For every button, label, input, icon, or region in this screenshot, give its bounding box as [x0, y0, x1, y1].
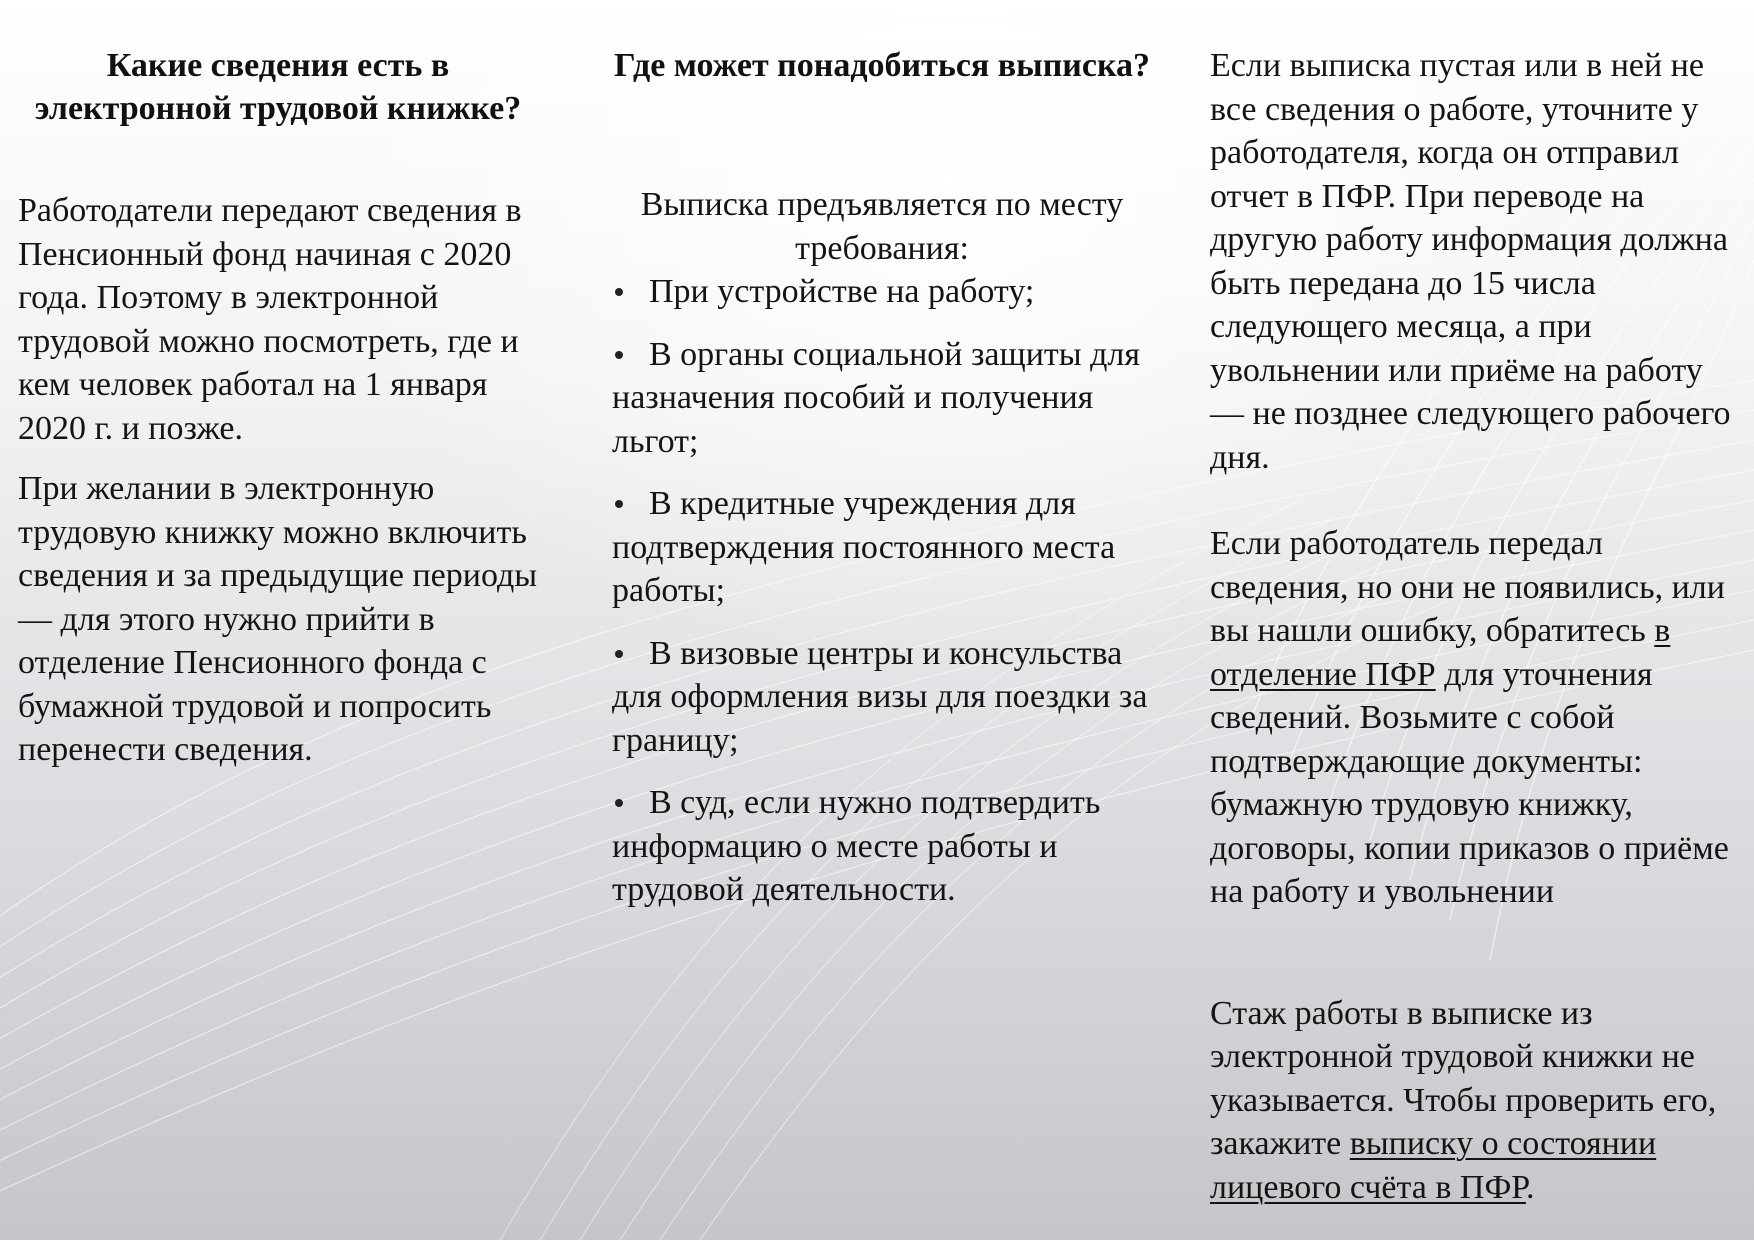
list-item: В суд, если нужно подтвердить информацию о месте работы и трудовой деятельности.: [612, 784, 1101, 908]
column-electronic-book-info: [18, 44, 538, 772]
link-pfr-office[interactable]: в отделение ПФР: [1210, 612, 1671, 693]
intro-text: Выписка предъявляется по месту требования:: [640, 186, 1124, 267]
bullet-icon: [615, 650, 623, 658]
paragraph-employers-transfer: Работодатели передают сведения в Пенсионный фонд начиная с 2020 года. Поэтому в электронной трудовой можно посмотреть, где и кем человек работал на 1 января 2020 г. и позже.: [18, 192, 522, 447]
paragraph-include-previous-periods: При желании в электронную трудовую книжку можно включить сведения и за предыдущие периоды — для этого нужно прийти в отделение Пенсионного фонда с бумажной трудовой и попросить перенести сведения.: [18, 470, 538, 768]
paragraph-work-experience: Стаж работы в выписке из электронной трудовой книжки не указывается. Чтобы проверить его, закажите выписку о состоянии лицевого счёта в ПФР.: [1210, 994, 1717, 1206]
list-item: При устройстве на работу;: [612, 270, 1152, 314]
list-item: В органы социальной защиты для назначения пособий и получения льгот;: [612, 335, 1140, 460]
places-list: [612, 270, 1152, 912]
link-account-statement[interactable]: выписку о состоянии лицевого счёта в ПФР: [1210, 1125, 1657, 1206]
section-title-what-info: Какие сведения есть в электронной трудовой книжке?: [34, 47, 522, 127]
bullet-icon: [615, 500, 623, 508]
bullet-icon: [615, 288, 623, 296]
bullet-icon: [615, 799, 623, 807]
paragraph-empty-statement: Если выписка пустая или в ней не все сведения о работе, уточните у работодателя, когда он отправил отчет в ПФР. При переводе на другую работу информация должна быть передана до 15 числа следующего месяца, а при увольнении или приёме на работу — не позднее следующего рабочего дня.: [1210, 47, 1731, 476]
bullet-icon: [615, 351, 623, 359]
list-item: В кредитные учреждения для подтверждения постоянного места работы;: [612, 485, 1116, 609]
column-where-needed: [612, 44, 1152, 931]
list-item: В визовые центры и консульства для оформления визы для поездки за границу;: [612, 634, 1148, 759]
paragraph-contact-pfr: Если работодатель передал сведения, но они не появились, или вы нашли ошибку, обратитесь в отделение ПФР для уточнения сведений. Возьмите с собой подтверждающие документы: бумажную трудовую книжку, договоры, копии приказов о приёме на работу и увольнении: [1210, 525, 1729, 910]
column-what-to-do: [1210, 44, 1740, 1209]
section-title-where-needed: Где может понадобиться выписка?: [613, 47, 1151, 84]
